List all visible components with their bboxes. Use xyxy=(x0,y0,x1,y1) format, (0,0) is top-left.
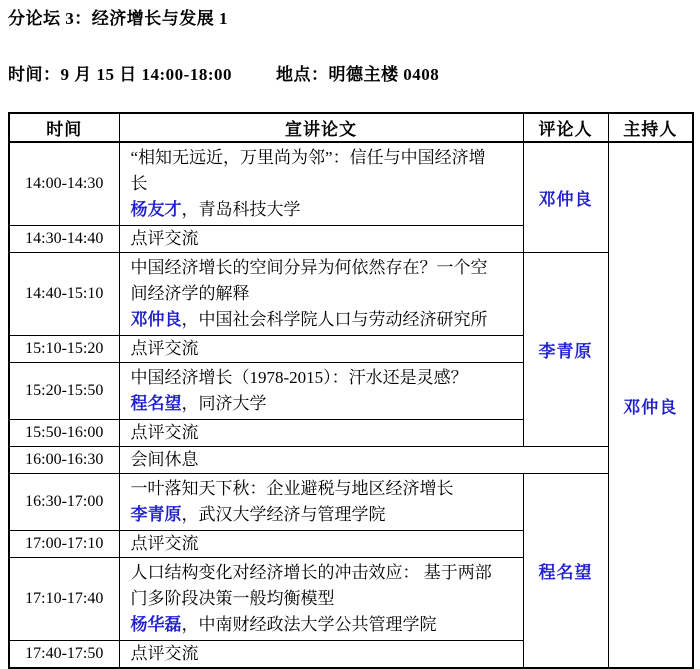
paper-row-1 xyxy=(9,142,693,226)
discussion-cell: 点评交流 xyxy=(119,641,523,669)
chair-cell: 邓仲良 xyxy=(608,142,693,668)
presenter-affiliation: ，武汉大学经济与管理学院 xyxy=(181,505,386,524)
presenter-name: 邓仲良 xyxy=(130,310,182,329)
paper-cell xyxy=(119,142,523,226)
paper-row-4 xyxy=(9,474,693,531)
time-cell: 17:10-17:40 xyxy=(9,558,119,641)
paper-row-2 xyxy=(9,253,693,336)
paper-cell xyxy=(119,474,523,531)
chair-column-header: 主持人 xyxy=(608,113,693,142)
commentator-column-header: 评论人 xyxy=(523,113,608,142)
presenter-affiliation: ，同济大学 xyxy=(181,394,267,413)
time-cell: 14:00-14:30 xyxy=(9,142,119,226)
time-cell: 16:00-16:30 xyxy=(9,447,119,474)
paper-cell xyxy=(119,363,523,420)
break-cell: 会间休息 xyxy=(119,447,608,474)
time-column-header: 时间 xyxy=(9,113,119,142)
presenter-affiliation: ，青岛科技大学 xyxy=(181,200,301,219)
paper-author-line xyxy=(131,307,499,333)
time-cell: 14:40-15:10 xyxy=(9,253,119,336)
commentator-cell-2: 李青原 xyxy=(523,253,608,447)
discussion-cell: 点评交流 xyxy=(119,420,523,447)
time-cell: 16:30-17:00 xyxy=(9,474,119,531)
commentator-cell-3: 程名望 xyxy=(523,474,608,669)
presenter-name: 程名望 xyxy=(130,394,182,413)
time-cell: 15:10-15:20 xyxy=(9,336,119,363)
break-row xyxy=(9,447,693,474)
presenter-affiliation: ，中国社会科学院人口与劳动经济研究所 xyxy=(181,310,488,329)
presenter-name: 杨华磊 xyxy=(130,615,182,634)
time-cell: 17:00-17:10 xyxy=(9,531,119,558)
session-time: 时间：9 月 15 日 14:00-18:00 xyxy=(8,65,232,84)
papers-column-header: 宣讲论文 xyxy=(119,113,523,142)
session-location: 地点：明德主楼 0408 xyxy=(275,65,440,84)
paper-title: 一叶落知天下秋：企业避税与地区经济增长 xyxy=(130,479,454,498)
commentator-cell-1: 邓仲良 xyxy=(523,142,608,253)
paper-title: 中国经济增长的空间分异为何依然存在？一个空间经济学的解释 xyxy=(130,258,488,303)
time-cell: 15:50-16:00 xyxy=(9,420,119,447)
table-header-row xyxy=(9,113,693,142)
time-cell: 17:40-17:50 xyxy=(9,641,119,669)
schedule-table xyxy=(8,112,694,669)
discussion-cell: 点评交流 xyxy=(119,336,523,363)
presenter-affiliation: ，中南财经政法大学公共管理学院 xyxy=(181,615,437,634)
presenter-name: 李青原 xyxy=(130,505,182,524)
time-cell: 14:30-14:40 xyxy=(9,226,119,253)
paper-author-line xyxy=(131,197,499,223)
presenter-name: 杨友才 xyxy=(130,200,182,219)
paper-cell xyxy=(119,558,523,641)
paper-title: 人口结构变化对经济增长的冲击效应： 基于两部门多阶段决策一般均衡模型 xyxy=(130,563,492,608)
paper-author-line xyxy=(131,502,499,528)
session-meta xyxy=(8,60,692,85)
paper-author-line xyxy=(131,612,499,638)
discussion-cell: 点评交流 xyxy=(119,226,523,253)
paper-cell xyxy=(119,253,523,336)
time-cell: 15:20-15:50 xyxy=(9,363,119,420)
session-title: 分论坛 3：经济增长与发展 1 xyxy=(8,9,228,28)
discussion-cell: 点评交流 xyxy=(119,531,523,558)
paper-author-line xyxy=(131,391,499,417)
paper-title: 中国经济增长（1978-2015）：汗水还是灵感？ xyxy=(130,368,468,387)
paper-title: “相知无远近，万里尚为邻”：信任与中国经济增长 xyxy=(130,148,486,193)
